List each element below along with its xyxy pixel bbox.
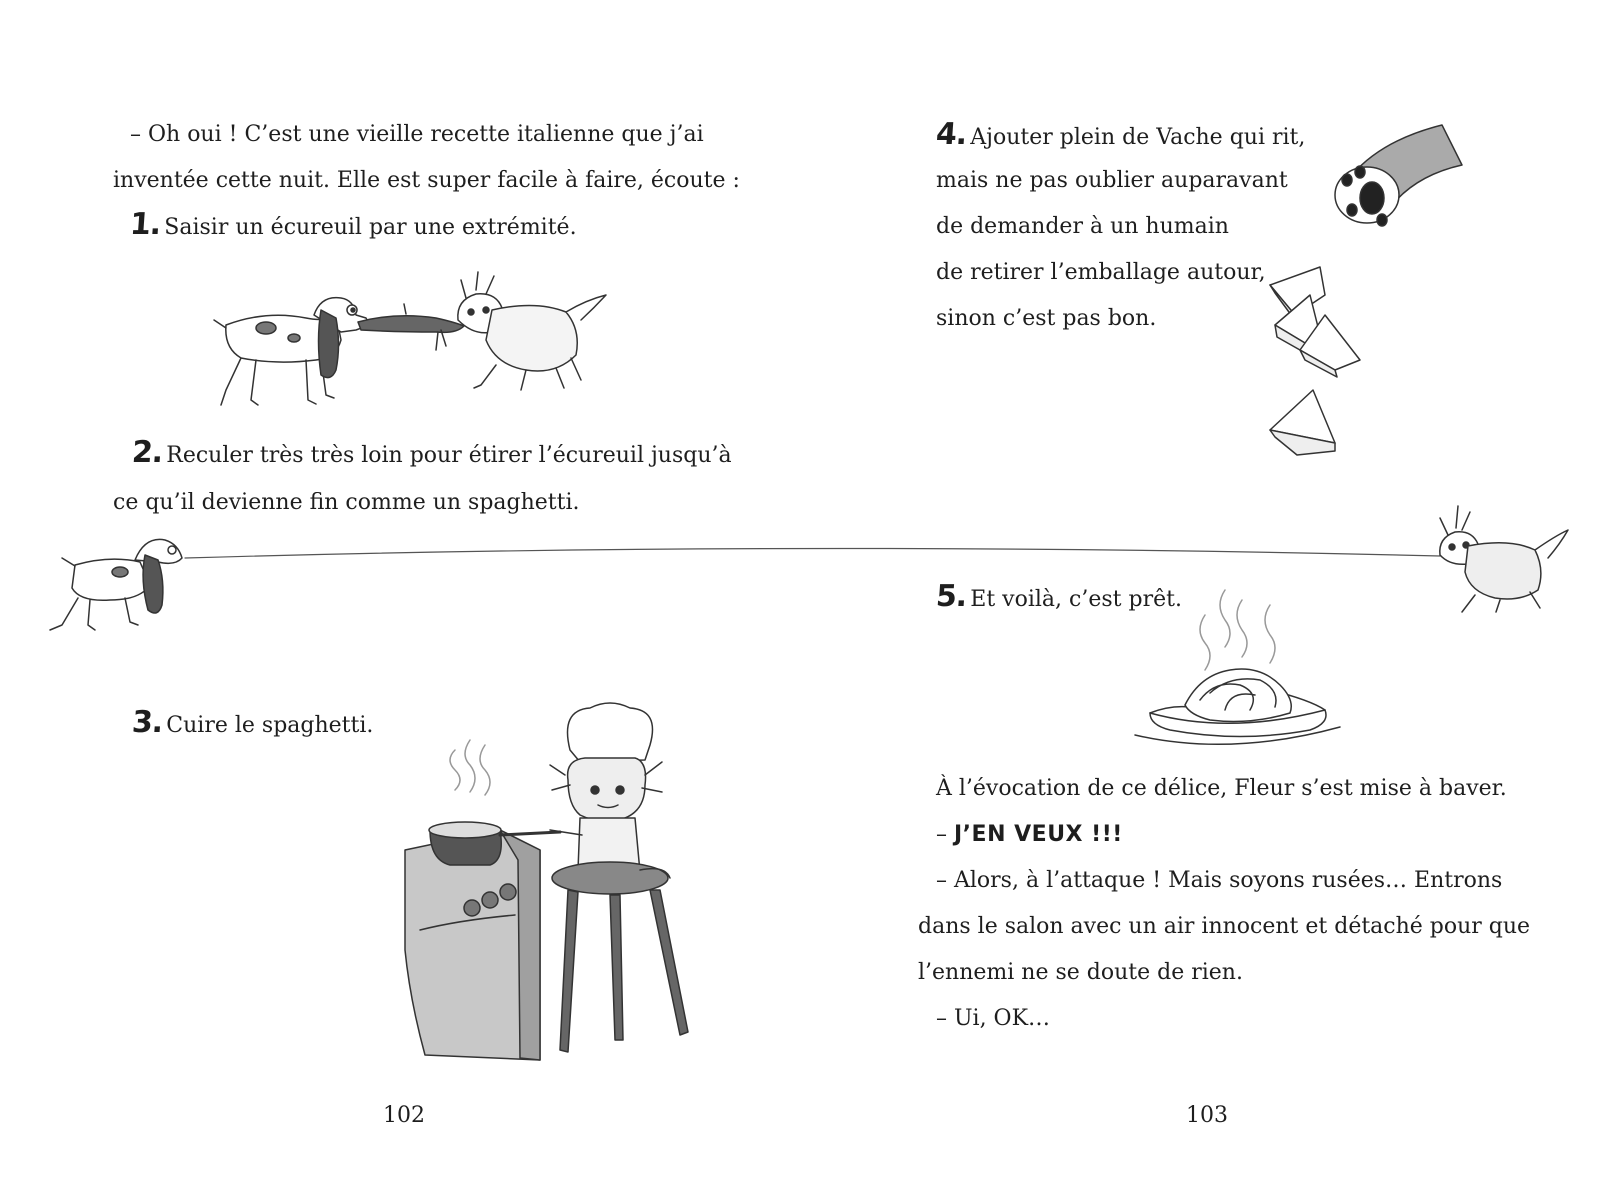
spaghetti-plate: [1130, 585, 1345, 760]
step-3-text: Cuire le spaghetti.: [166, 713, 374, 738]
shout-text: J’EN VEUX !!!: [954, 822, 1123, 847]
step-5-text: Et voilà, c’est prêt.: [970, 587, 1182, 612]
paragraph-2-line-1: – Alors, à l’attaque ! Mais soyons rusées… Entrons: [936, 868, 1503, 893]
page-number-left: 102: [383, 1103, 425, 1128]
step-2-line-2: ce qu’il devienne fin comme un spaghetti.: [113, 492, 580, 515]
step-3: [130, 705, 374, 740]
paw-icon: [1322, 120, 1472, 230]
illustration-dog-and-cat-stretching-spaghetti: [0, 500, 1600, 640]
cheese-wedges: [1265, 265, 1395, 465]
paragraph-2-line-2: dans le salon avec un air innocent et détaché pour que: [918, 914, 1531, 939]
step-2-line-1: Reculer très très loin pour étirer l’écureuil jusqu’à: [166, 443, 732, 468]
paragraph-2-line-3: l’ennemi ne se doute de rien.: [918, 960, 1243, 985]
step-2: [130, 435, 732, 470]
paragraph-3: – Ui, OK…: [936, 1006, 1051, 1031]
step-2-number: 2.: [130, 435, 164, 470]
intro-line-1: – Oh oui ! C’est une vieille recette italienne que j’ai: [130, 122, 704, 147]
step-4-line-5: sinon c’est pas bon.: [936, 306, 1157, 331]
step-4-number: 4.: [934, 117, 968, 152]
step-1: [128, 207, 577, 242]
intro-line-2: inventée cette nuit. Elle est super facile à faire, écoute :: [113, 168, 740, 193]
shout-dash: –: [936, 822, 954, 847]
step-4-line-4: de retirer l’emballage autour,: [936, 260, 1266, 285]
illustration-cat-chef-cooking: [400, 700, 710, 1070]
step-1-number: 1.: [128, 207, 162, 242]
step-4-line-2: mais ne pas oublier auparavant: [936, 168, 1288, 193]
step-4-text-1: Ajouter plein de Vache qui rit,: [970, 125, 1306, 150]
page-number-right: 103: [1186, 1103, 1228, 1128]
step-1-text: Saisir un écureuil par une extrémité.: [164, 215, 577, 240]
shout-line: [936, 824, 1123, 846]
step-4-line-3: de demander à un humain: [936, 214, 1229, 239]
step-5-number: 5.: [934, 579, 968, 614]
step-3-number: 3.: [130, 705, 164, 740]
step-4-line-1: [934, 117, 1306, 152]
paragraph-1: À l’évocation de ce délice, Fleur s’est mise à baver.: [936, 776, 1507, 801]
illustration-dog-and-cat-pulling-squirrel: [196, 270, 626, 420]
